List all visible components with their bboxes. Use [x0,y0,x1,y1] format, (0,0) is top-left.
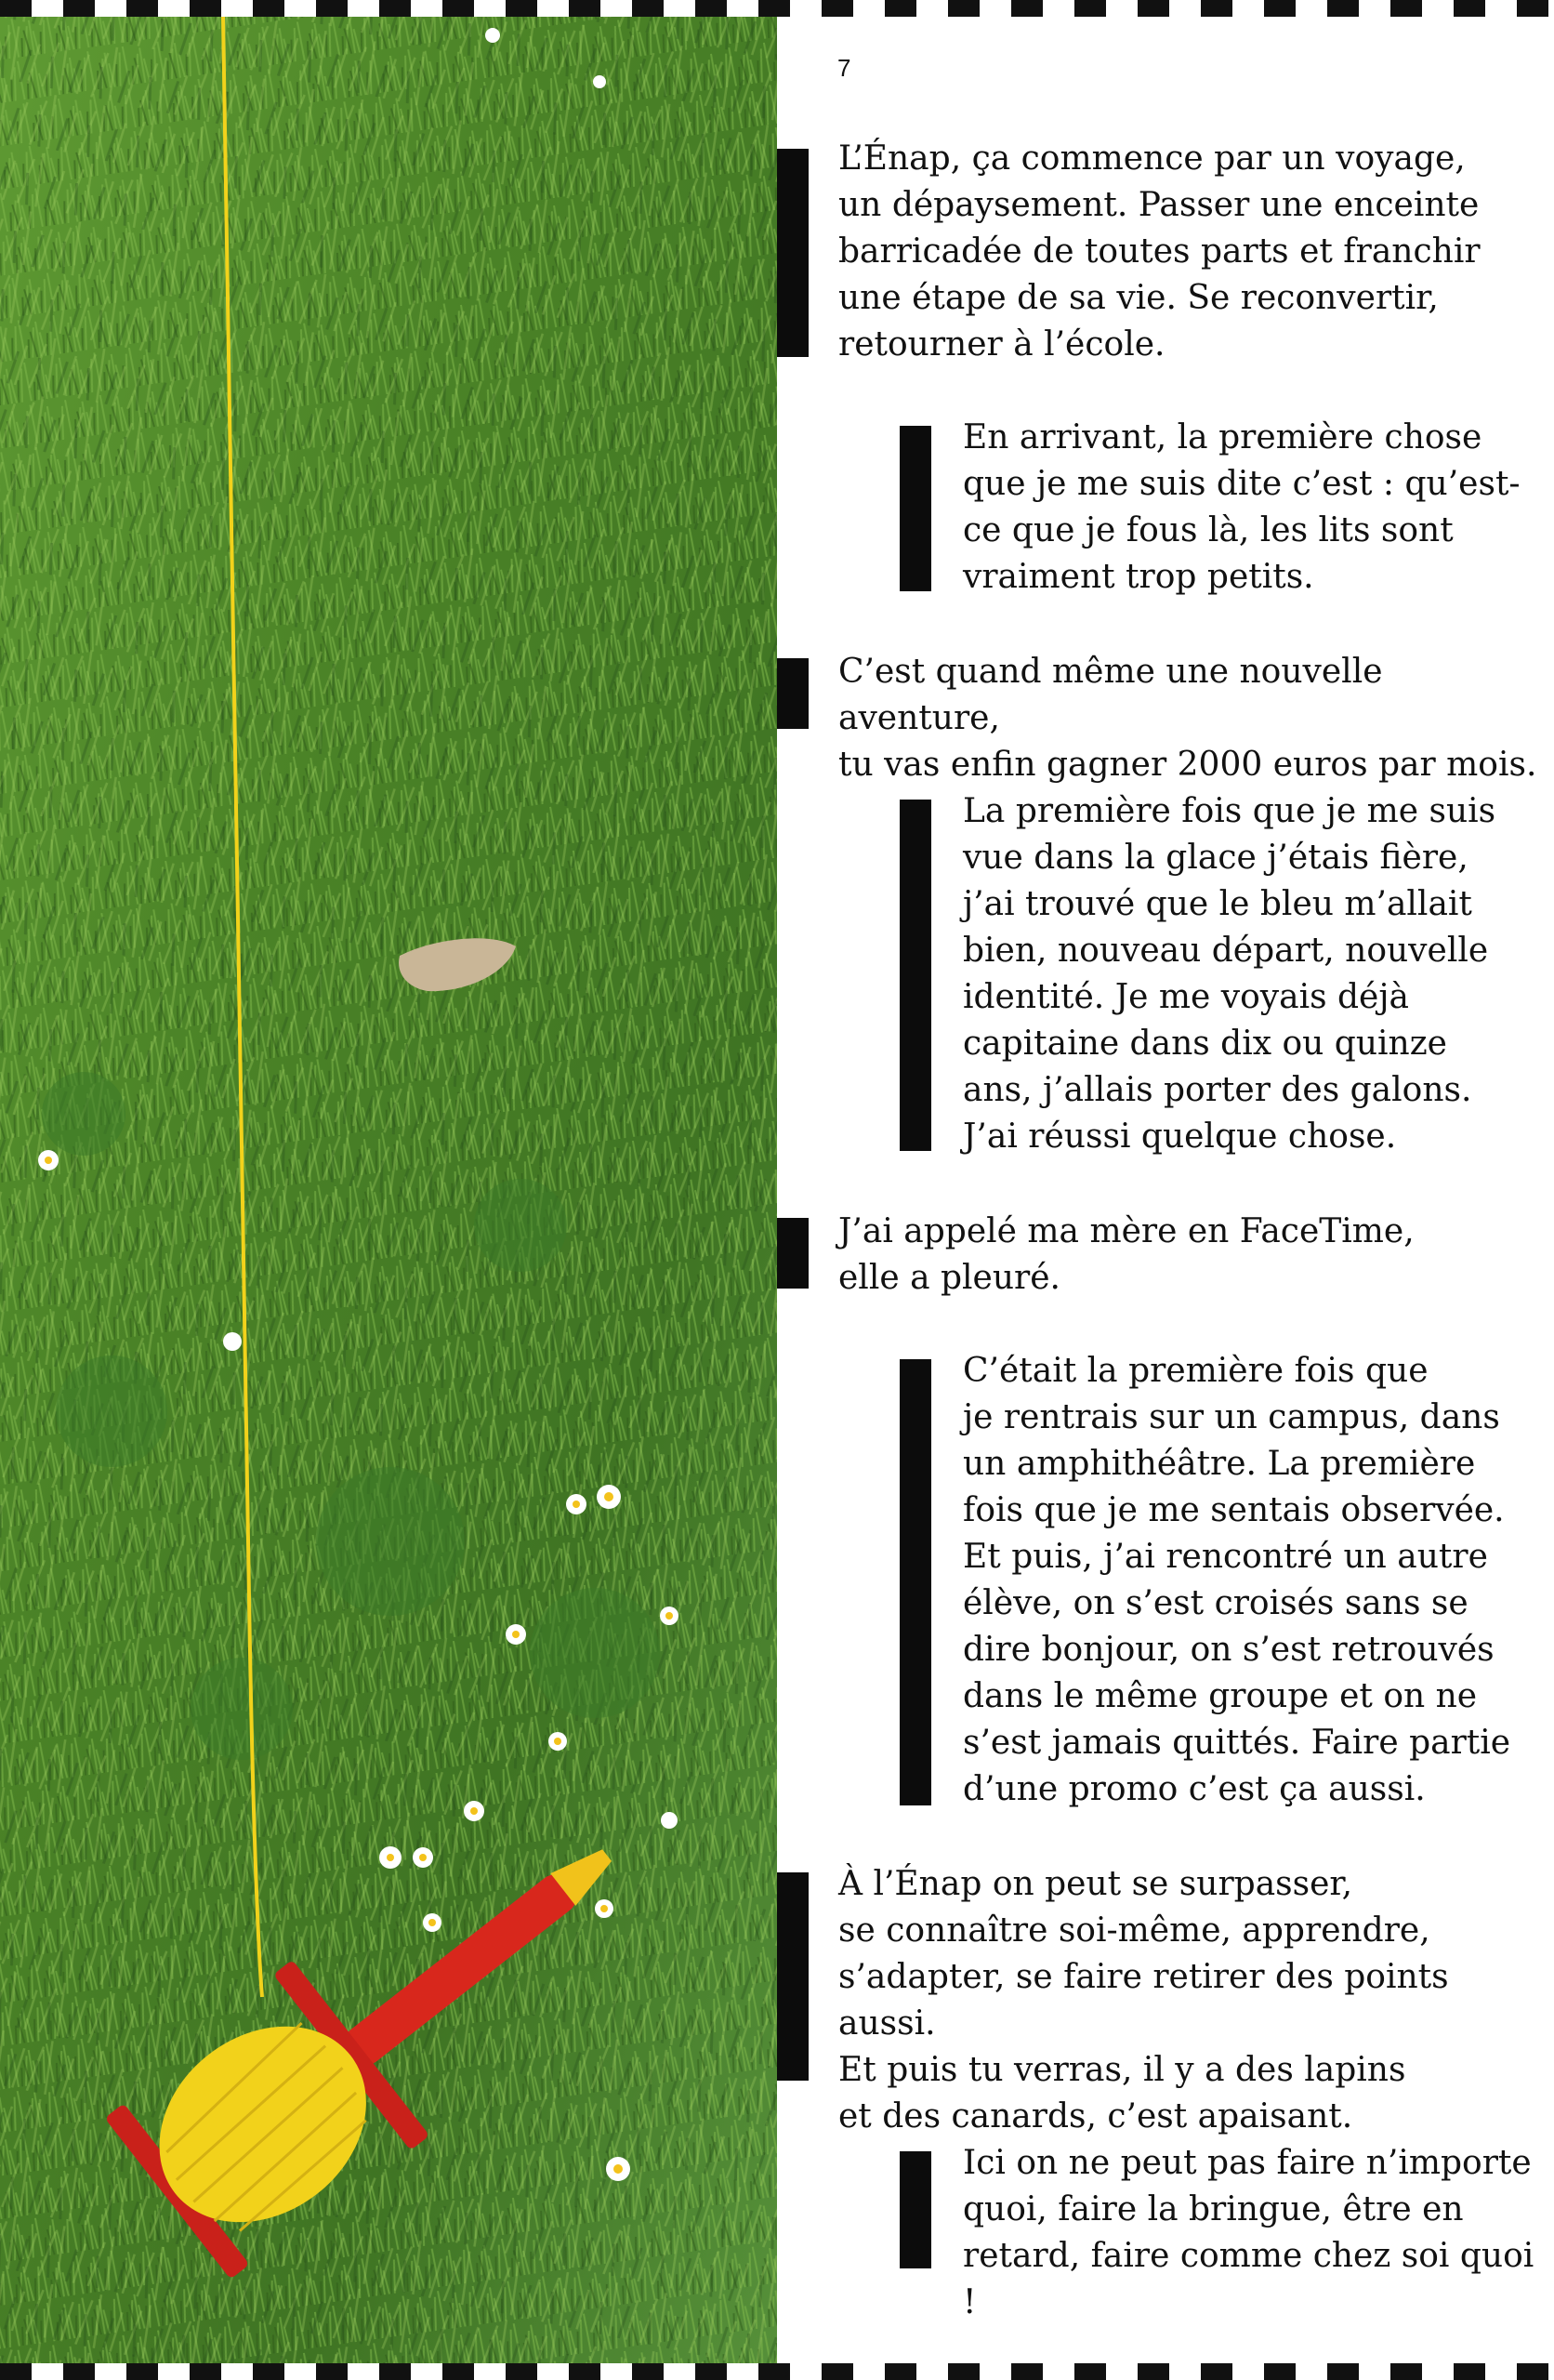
paragraph-text: J’ai appelé ma mère en FaceTime, elle a pleuré. [838,1212,1415,1297]
quote-bar [900,2151,931,2268]
paragraph [963,788,1530,1160]
quote-bar [777,1218,809,1289]
quote-bar [900,1359,931,1805]
checkered-top-border [0,0,1554,17]
grass-photo-with-twine-reel [0,17,777,2363]
paragraph-text: En arrivant, la première chose que je me suis dite c’est : qu’est- ce que je fous là, les lits sont vraiment trop petits. [963,418,1521,596]
paragraph [838,649,1545,788]
paragraph [838,1209,1526,1302]
quote-bar [777,658,809,729]
paragraph [838,1861,1545,2140]
page-number: 7 [837,54,851,82]
paragraph-text: C’est quand même une nouvelle aventure, tu vas enfin gagner 2000 euros par mois. [838,653,1537,784]
checkered-bottom-border [0,2363,1554,2380]
paragraph-text: C’était la première fois que je rentrais sur un campus, dans un amphithéâtre. La première fois que je me sentais observée. Et puis, j’ai rencontré un autre élève, on s’est croisés sans se dire bonjour, on s’est retrouvés dans le même groupe et on ne s’est jamais quittés. Faire partie d’une promo c’est ça aussi. [963,1352,1511,1808]
paragraph-text: La première fois que je me suis vue dans la glace j’étais fière, j’ai trouvé que le bleu m’allait bien, nouveau départ, nouvelle identité. Je me voyais déjà capitaine dans dix ou quinze ans, j’allais porter des galons. J’ai réussi quelque chose. [963,792,1496,1156]
quote-bar [900,800,931,1151]
paragraph-text: Ici on ne peut pas faire n’importe quoi, faire la bringue, être en retard, faire comme chez soi quoi ! [963,2144,1534,2321]
paragraph [963,415,1530,601]
paragraph-text: L’Énap, ça commence par un voyage, un dépaysement. Passer une enceinte barricadée de toutes parts et franchir une étape de sa vie. Se reconvertir, retourner à l’école. [838,139,1481,364]
paragraph [963,2140,1539,2326]
quote-bar [900,426,931,591]
paragraph-text: À l’Énap on peut se surpasser, se connaître soi-même, apprendre, s’adapter, se faire retirer des points aussi. Et puis tu verras, il y a des lapins et des canards, c’est apaisant. [838,1865,1449,2135]
paragraph [963,1348,1530,1813]
quote-bar [777,1872,809,2081]
quote-bar [777,149,809,357]
paragraph [838,136,1526,368]
